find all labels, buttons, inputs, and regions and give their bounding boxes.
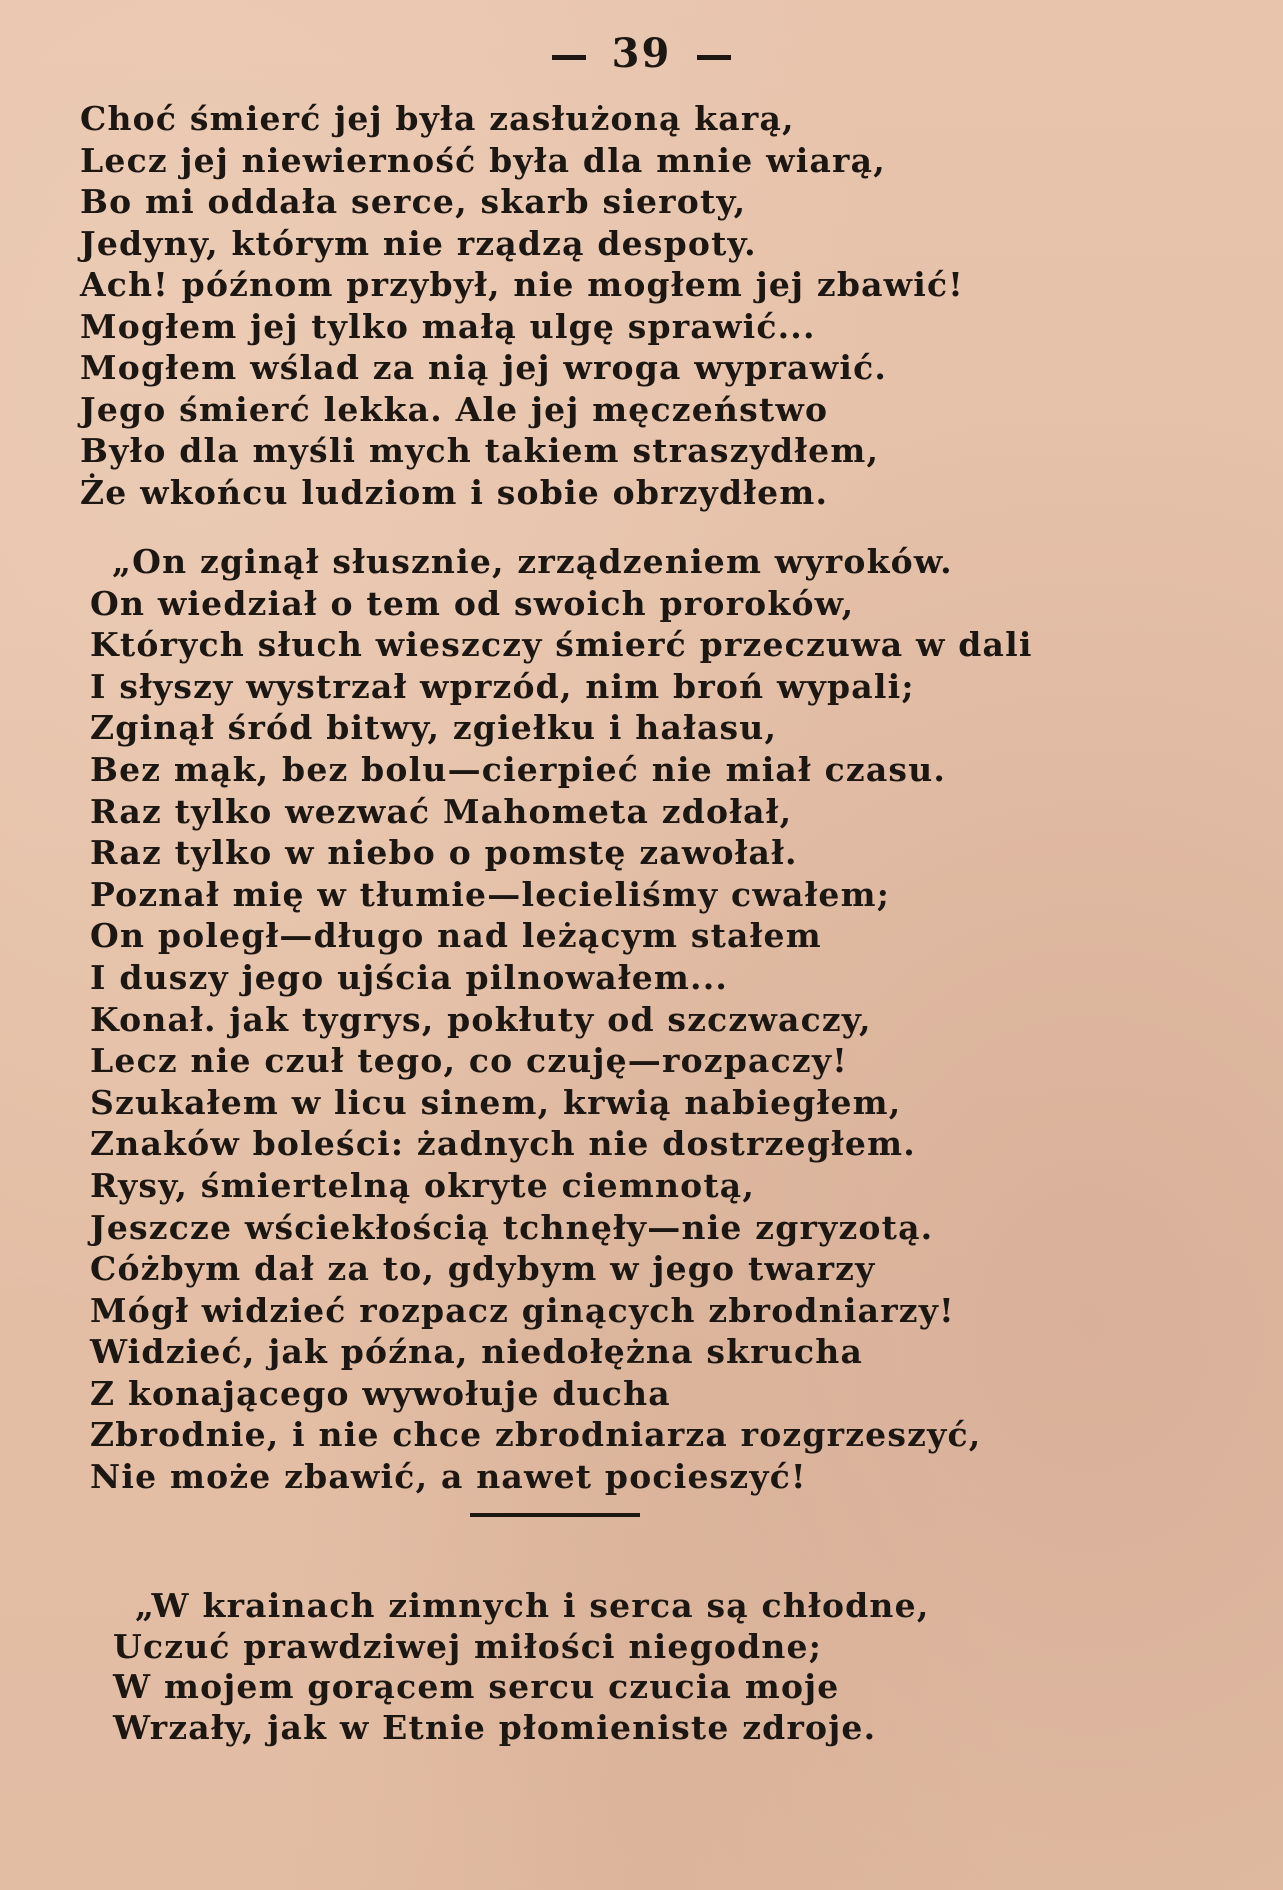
poem-line: Jego śmierć lekka. Ale jej męczeństwo	[80, 389, 829, 429]
poem-line: Było dla myśli mych takiem straszydłem,	[80, 431, 880, 470]
stanza-3	[113, 1586, 930, 1748]
stanza-1	[80, 98, 964, 513]
poem-line: Zginął śród bitwy, zgiełku i hałasu,	[90, 708, 778, 748]
poem-line: „On zginął słusznie, zrządzeniem wyroków.	[112, 542, 953, 581]
poem-line: Jedyny, którym nie rządzą despoty.	[80, 223, 757, 263]
poem-line: Choć śmierć jej była zasłużoną karą,	[80, 99, 795, 138]
page-header	[0, 30, 1283, 77]
poem-line: Konał. jak tygrys, pokłuty od szczwaczy,	[90, 999, 872, 1039]
page-number: 39	[611, 30, 672, 77]
poem-line: Lecz nie czuł tego, co czuję—rozpaczy!	[90, 1041, 848, 1081]
poem-line: Bez mąk, bez bolu—cierpieć nie miał czasu.	[90, 749, 947, 789]
poem-line: Raz tylko w niebo o pomstę zawołał.	[90, 833, 798, 873]
poem-line: Których słuch wieszczy śmierć przeczuwa w dali	[90, 625, 1033, 665]
poem-line: Uczuć prawdziwej miłości niegodne;	[113, 1626, 823, 1666]
header-dash-right	[697, 55, 731, 60]
poem-line: Wrzały, jak w Etnie płomieniste zdroje.	[113, 1707, 877, 1747]
poem-line: Bo mi oddała serce, skarb sieroty,	[80, 182, 747, 221]
poem-line: „W krainach zimnych i serca są chłodne,	[135, 1586, 930, 1625]
poem-line: Szukałem w licu sinem, krwią nabiegłem,	[90, 1082, 902, 1122]
poem-line: Mogłem wślad za nią jej wroga wyprawić.	[80, 348, 888, 387]
poem-line: Jeszcze wściekłością tchnęły—nie zgryzotą.	[90, 1207, 934, 1247]
poem-line: Poznał mię w tłumie—lecieliśmy cwałem;	[90, 874, 891, 914]
header-dash-left	[552, 55, 586, 60]
poem-line: Mógł widzieć rozpacz ginących zbrodniarzy!	[90, 1290, 955, 1330]
poem-line: Rysy, śmiertelną okryte ciemnotą,	[90, 1165, 756, 1205]
poem-line: Widzieć, jak późna, niedołężna skrucha	[90, 1332, 864, 1372]
poem-line: Nie może zbawić, a nawet pocieszyć!	[90, 1457, 807, 1497]
poem-line: Ach! późnom przybył, nie mogłem jej zbawić!	[80, 265, 964, 304]
poem-line: W mojem gorącem sercu czucia moje	[113, 1667, 840, 1706]
poem-line: Mogłem jej tylko małą ulgę sprawić...	[80, 306, 816, 346]
poem-line: Znaków boleści: żadnych nie dostrzegłem.	[90, 1124, 916, 1164]
poem-line: Cóżbym dał za to, gdybym w jego twarzy	[90, 1249, 876, 1289]
poem-line: Zbrodnie, i nie chce zbrodniarza rozgrzeszyć,	[90, 1415, 982, 1455]
section-divider	[470, 1513, 640, 1517]
poem-line: I słyszy wystrzał wprzód, nim broń wypali;	[90, 666, 915, 706]
poem-line: Raz tylko wezwać Mahometa zdołał,	[90, 791, 793, 831]
poem-line: On wiedział o tem od swoich proroków,	[90, 583, 855, 623]
stanza-2	[90, 541, 1033, 1498]
poem-line: I duszy jego ujścia pilnowałem...	[90, 957, 729, 997]
poem-line: Że wkońcu ludziom i sobie obrzydłem.	[80, 472, 829, 512]
poem-line: On poległ—długo nad leżącym stałem	[90, 916, 822, 956]
poem-line: Z konającego wywołuje ducha	[90, 1373, 671, 1413]
poem-line: Lecz jej niewierność była dla mnie wiarą,	[80, 140, 886, 180]
